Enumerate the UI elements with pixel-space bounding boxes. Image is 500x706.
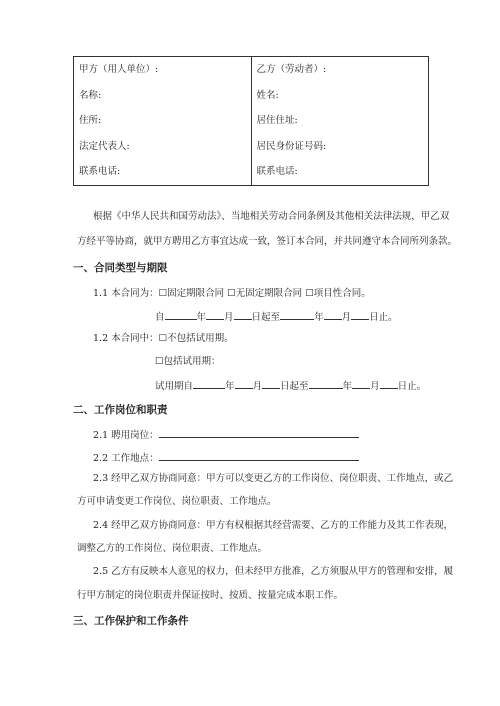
clause-1-2: 1.2 本合同中：☐不包括试用期。 bbox=[93, 333, 234, 344]
employer-cell bbox=[74, 57, 252, 186]
legal-representative-label: 法定代表人: bbox=[79, 140, 130, 152]
contract-term-dates: 自 年 月 日起至 年 月 日止。 bbox=[155, 312, 398, 323]
clause-2-5-line-2: 行甲方制定的岗位职责并保证按时、按质、按量完成本职工作。 bbox=[77, 590, 344, 601]
employer-label: 甲方（用人单位）: bbox=[79, 64, 159, 75]
employer-address-label: 住所: bbox=[79, 115, 102, 127]
clause-2-3-line-2: 方可申请变更工作岗位、岗位职责、工作地点。 bbox=[77, 496, 277, 507]
clause-2-3-line-1: 2.3 经甲乙双方协商同意：甲方可以变更乙方的工作岗位、岗位职责、工作地点，或乙 bbox=[93, 473, 454, 484]
id-number-label: 居民身份证号码: bbox=[256, 140, 327, 152]
clause-1-2-probation: ☐包括试用期： bbox=[155, 356, 221, 367]
probation-start-day-blank[interactable] bbox=[262, 379, 280, 389]
intro-line-1: 根据《中华人民共和国劳动法》、当地相关劳动合同条例及其他相关法律法规，甲乙双 bbox=[93, 211, 450, 222]
clause-2-5-line-1: 2.5 乙方有反映本人意见的权力，但未经甲方批准，乙方须服从甲方的管理和安排，履 bbox=[93, 566, 454, 577]
intro-line-2: 方经平等协商，就甲方聘用乙方事宜达成一致，签订本合同，并共同遵守本合同所列条款。 bbox=[77, 236, 458, 247]
start-month-blank[interactable] bbox=[206, 310, 224, 320]
employee-phone-label: 联系电话: bbox=[256, 166, 298, 178]
clause-2-2: 2.2 工作地点： bbox=[93, 451, 359, 465]
employee-address-label: 居住住址: bbox=[256, 115, 298, 127]
employee-cell bbox=[251, 57, 429, 186]
start-year-blank[interactable] bbox=[165, 310, 197, 320]
probation-dates: 试用期自 年 月 日起至 年 月 日止。 bbox=[155, 381, 427, 392]
probation-end-month-blank[interactable] bbox=[352, 379, 370, 389]
clause-1-1: 1.1 本合同为：☐固定期限合同 ☐无固定期限合同 ☐项目性合同。 bbox=[93, 288, 371, 299]
section-1-heading: 一、合同类型与期限 bbox=[73, 262, 168, 274]
probation-start-year-blank[interactable] bbox=[193, 379, 225, 389]
employer-name-label: 名称: bbox=[79, 89, 102, 101]
position-blank[interactable] bbox=[159, 428, 359, 438]
end-day-blank[interactable] bbox=[351, 310, 369, 320]
employee-label: 乙方（劳动者）: bbox=[256, 64, 327, 75]
clause-2-4-line-2: 调整乙方的工作岗位、岗位职责、工作地点。 bbox=[77, 543, 268, 554]
employee-name-label: 姓名: bbox=[256, 89, 279, 101]
party-info-table bbox=[73, 56, 429, 186]
probation-start-month-blank[interactable] bbox=[235, 379, 253, 389]
section-3-heading: 三、工作保护和工作条件 bbox=[73, 615, 189, 627]
end-month-blank[interactable] bbox=[324, 310, 342, 320]
section-2-heading: 二、工作岗位和职责 bbox=[73, 404, 168, 416]
clause-2-1: 2.1 聘用岗位： bbox=[93, 428, 359, 442]
work-location-blank[interactable] bbox=[159, 451, 359, 461]
clause-2-4-line-1: 2.4 经甲乙双方协商同意：甲方有权根据其经营需要、乙方的工作能力及其工作表现， bbox=[93, 520, 454, 531]
employer-phone-label: 联系电话: bbox=[79, 166, 121, 178]
probation-end-year-blank[interactable] bbox=[309, 379, 343, 389]
probation-end-day-blank[interactable] bbox=[380, 379, 398, 389]
end-year-blank[interactable] bbox=[280, 310, 314, 320]
start-day-blank[interactable] bbox=[234, 310, 252, 320]
